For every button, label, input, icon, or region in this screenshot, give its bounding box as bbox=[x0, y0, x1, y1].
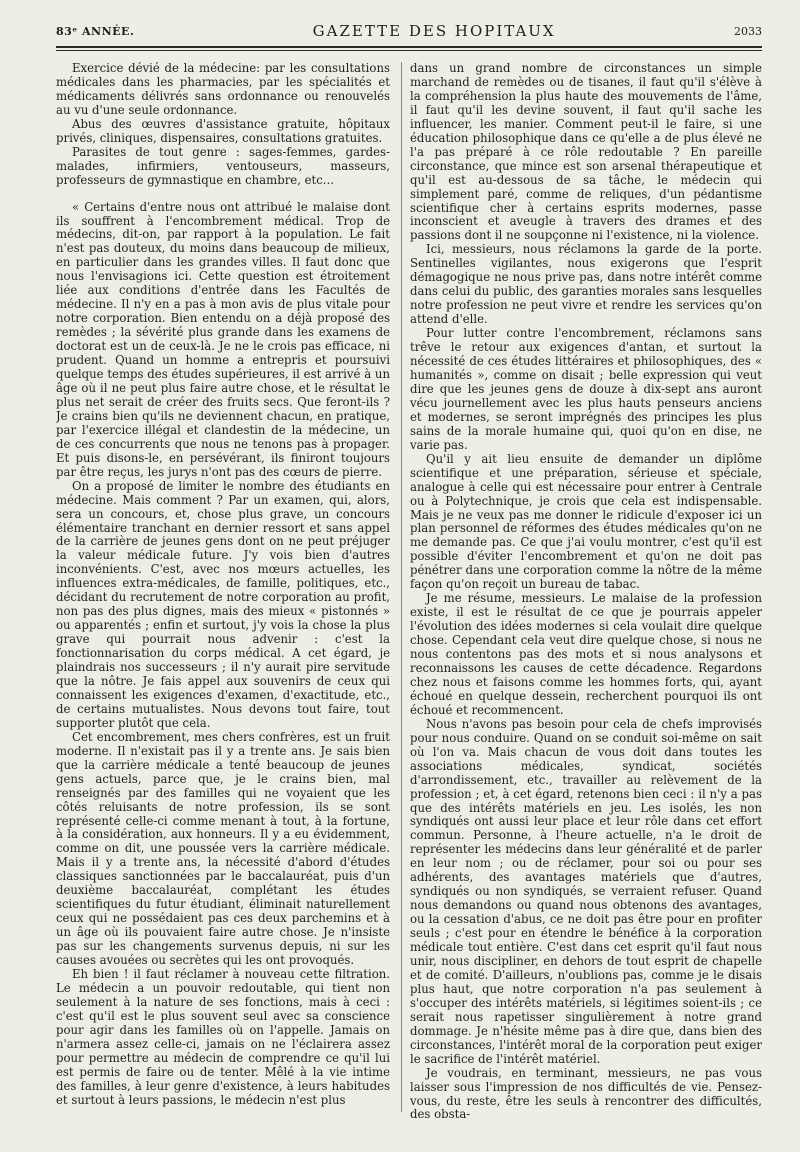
page-header bbox=[56, 20, 762, 42]
paragraph: Abus des œuvres d'assistance gratuite, hôpitaux privés, cliniques, dispensaires, consultations gratuites. bbox=[56, 116, 390, 145]
paragraph-gap bbox=[56, 188, 390, 201]
paragraph: Qu'il y ait lieu ensuite de demander un diplôme scientifique et une préparation, sérieuse et spéciale, analogue à celle qui est nécessaire pour entrer à Centrale ou à Polytechnique, je crois que cela est indispensable. Mais je ne veux pas me donner le ridicule d'exposer ici un plan personnel de réformes des études médicales qu'on ne me demande pas. Ce que j'ai voulu montrer, c'est qu'il est possible d'éviter l'encombrement et qu'on ne doit pas pénétrer dans une corporation comme la nôtre de la même façon qu'on reçoit un bureau de tabac. bbox=[410, 451, 762, 592]
paragraph: Parasites de tout genre : sages-femmes, gardes-malades, infirmiers, ventouseurs, masseurs, professeurs de gymnastique en chambre, etc... bbox=[56, 144, 390, 187]
paragraph: Eh bien ! il faut réclamer à nouveau cette filtration. Le médecin a un pouvoir redoutable, qui tient non seulement à la nature de ses fonctions, mais à ceci : c'est qu'il est le plus souvent seul avec sa conscience pour agir dans les familles où on l'appelle. Jamais on n'armera assez celle-ci, jamais on ne l'éclairera assez pour permettre au médecin de comprendre ce qu'il lui est permis de faire ou de tenter. Mêlé à la vie intime des familles, à leur genre d'existence, à leurs habitudes et surtout à leurs passions, le médecin n'est plus bbox=[56, 967, 390, 1107]
left-column bbox=[56, 62, 390, 1134]
header-rule-thin bbox=[56, 50, 762, 51]
paragraph: Je me résume, messieurs. Le malaise de la profession existe, il est le résultat de ce que je pourrais appeler l'évolution des idées modernes si cela voulait dire quelque chose. Cependant cela veut dire quelque chose, si nous ne nous contentons pas des mots et si nous analysons et reconnaissons les causes de cette décadence. Regardons chez nous et faisons comme les hommes forts, qui, ayant échoué en quelque dessein, recherchent pourquoi ils ont échoué et recommencent. bbox=[410, 591, 762, 717]
paragraph: On a proposé de limiter le nombre des étudiants en médecine. Mais comment ? Par un examen, qui, alors, sera un concours, et, chose plus grave, un concours élémentaire tranchant en dernier ressort et sans appel de la carrière de jeunes gens dont on ne peut préjuger la valeur médicale future. J'y vois bien d'autres inconvénients. C'est, avec nos mœurs actuelles, les influences extra-médicales, de famille, politiques, etc., décidant du recrutement de notre corporation au profit, non pas des plus dignes, mais des mieux « pistonnés » ou apparentés ; enfin et surtout, j'y vois la chose la plus grave qui pourrait nous advenir : c'est la fonctionnarisation du corps médical. A cet égard, je plaindrais nos successeurs ; il n'y aurait pire servitude que la nôtre. Je fais appel aux souvenirs de ceux qui connaissent les exigences d'examen, d'exactitude, etc., de certains mutualistes. Nous devons tout faire, tout supporter plutôt que cela. bbox=[56, 478, 390, 730]
paragraph: Pour lutter contre l'encombrement, réclamons sans trêve le retour aux exigences d'antan, et surtout la nécessité de ces études littéraires et philosophiques, des « humanités », comme on disait ; belle expression qui veut dire que les jeunes gens de douze à dix-sept ans auront vécu journellement avec les plus hauts penseurs anciens et modernes, se seront imprégnés des principes les plus sains de la morale humaine qui, quoi qu'on en dise, ne varie pas. bbox=[410, 326, 762, 452]
paragraph: dans un grand nombre de circonstances un simple marchand de remèdes ou de tisanes, il faut qu'il s'élève à la compréhension la plus haute des mouvements de l'âme, il faut qu'il les devine souvent, il faut qu'il sache les influencer, les manier. Comment peut-il le faire, si une éducation philosophique dans ce qu'elle a de plus élevé ne l'a pas préparé à ce rôle redoutable ? En pareille circonstance, que mince est son arsenal thérapeutique et qu'il est au-dessous de sa tâche, le médecin qui simplement paré, comme de reliques, d'un pédantisme scientifique cher à certains esprits modernes, passe inconscient et aveugle à travers des drames et des passions dont il ne soupçonne ni l'existence, ni la violence. bbox=[410, 62, 762, 243]
issue-year: 83ᵉ ANNÉE. bbox=[56, 24, 135, 38]
paragraph: Cet encombrement, mes chers confrères, est un fruit moderne. Il n'existait pas il y a trente ans. Je sais bien que la carrière médicale a tenté beaucoup de jeunes gens actuels, parce que, je le crains bien, mal renseignés par des familles qui ne voyaient que les côtés reluisants de notre profession, ils se sont représenté celle-ci comme menant à tout, à la fortune, à la considération, aux honneurs. Il y a eu évidemment, comme on dit, une poussée vers la carrière médicale. Mais il y a trente ans, la nécessité d'abord d'études classiques sanctionnées par le baccalauréat, puis d'un deuxième baccalauréat, complétant les études scientifiques du futur étudiant, éliminait naturellement ceux qui ne possédaient pas ces deux parchemins et à un âge où ils pouvaient faire autre chose. Je n'insiste pas sur les changements survenus depuis, ni sur les causes avouées ou secrètes qui les ont provoqués. bbox=[56, 729, 390, 968]
paragraph: Ici, messieurs, nous réclamons la garde de la porte. Sentinelles vigilantes, nous exigerons que l'esprit démagogique ne nous prive pas, dans notre intérêt comme dans celui du public, des garanties morales sans lesquelles notre profession ne peut vivre et rendre les services qu'on attend d'elle. bbox=[410, 242, 762, 327]
paragraph: « Certains d'entre nous ont attribué le malaise dont ils souffrent à l'encombrement médical. Trop de médecins, dit-on, par rapport à la population. Le fait n'est pas douteux, du moins dans beaucoup de milieux, en particulier dans les grandes villes. Il faut donc que nous l'envisagions ici. Cette question est étroitement liée aux conditions d'entrée dans les Facultés de médecine. Il n'y en a pas à mon avis de plus vitale pour notre corporation. Bien entendu on a déjà proposé des remèdes ; la sévérité plus grande dans les examens de doctorat est un de ceux-là. Je ne le crois pas efficace, ni prudent. Quand un homme a entrepris et poursuivi quelque temps des études supérieures, il est arrivé à un âge où il ne peut plus faire autre chose, et le résultat le plus net serait de créer des fruits secs. Que feront-ils ? Je crains bien qu'ils ne deviennent chacun, en pratique, par l'exercice illégal et clandestin de la médecine, un de ces concurrents que nous ne tenons pas à propager. Et puis disons-le, en persévérant, ils finiront toujours par être reçus, les jurys n'ont pas des cœurs de pierre. bbox=[56, 199, 390, 479]
paragraph: Nous n'avons pas besoin pour cela de chefs improvisés pour nous conduire. Quand on se conduit soi-même on sait où l'on va. Mais chacun de vous doit dans toutes les associations médicales, syndicat, sociétés d'arrondissement, etc., travailler au relèvement de la profession ; et, à cet égard, retenons bien ceci : il n'y a pas que des intérêts matériels en jeu. Les isolés, les non syndiqués ont aussi leur place et leur rôle dans cet effort commun. Personne, à l'heure actuelle, n'a le droit de représenter les médecins dans leur généralité et de parler en leur nom ; ou de réclamer, pour soi ou pour ses adhérents, des avantages matériels que d'autres, syndiqués ou non syndiqués, se verraient refuser. Quand nous demandons ou quand nous obtenons des avantages, ou la cessation d'abus, ce ne doit pas être pour en profiter seuls ; c'est pour en étendre le bénéfice à la corporation médicale tout entière. C'est dans cet esprit qu'il faut nous unir, nous discipliner, en dehors de tout esprit de chapelle et de comité. D'ailleurs, n'oublions pas, comme je le disais plus haut, que notre corporation n'a pas seulement à s'occuper des intérêts matériels, si légitimes soient-ils ; ce serait nous rapetisser singulièrement à notre grand dommage. Je n'hésite même pas à dire que, dans bien des circonstances, l'intérêt moral de la corporation peut exiger le sacrifice de l'intérêt matériel. bbox=[410, 716, 762, 1066]
header-rule bbox=[56, 46, 762, 48]
right-column bbox=[410, 62, 762, 1134]
paragraph: Exercice dévié de la médecine: par les consultations médicales dans les pharmacies, par les spécialités et médicaments délivrés sans ordonnance ou renouvelés au vu d'une seule ordonnance. bbox=[56, 62, 390, 117]
column-divider bbox=[401, 62, 402, 1112]
publication-title: GAZETTE DES HOPITAUX bbox=[312, 22, 556, 40]
paragraph: Je voudrais, en terminant, messieurs, ne pas vous laisser sous l'impression de nos difficultés de vie. Pensez-vous, du reste, être les seuls à rencontrer des difficultés, des obsta- bbox=[410, 1065, 762, 1122]
page-number: 2033 bbox=[733, 24, 762, 38]
